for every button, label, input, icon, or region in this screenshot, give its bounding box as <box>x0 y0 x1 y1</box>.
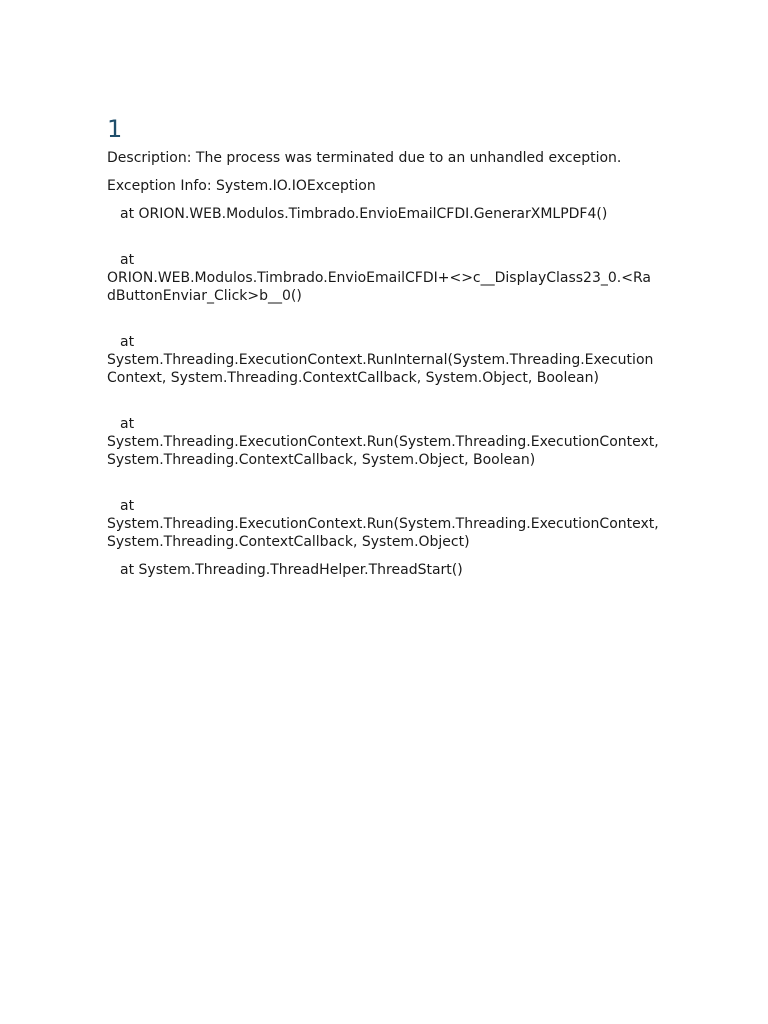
stack-frame-5 <box>107 479 664 551</box>
stack-frame-4-text <box>107 415 664 469</box>
document-page <box>107 113 664 589</box>
stack-frame-2-text <box>107 251 659 305</box>
description-text: Description: The process was terminated due to an unhandled exception. <box>107 150 622 166</box>
stack-frame-5-text-rest: System.Threading.ExecutionContext.Run(System.Threading.ExecutionContext, System.Threading.ContextCallback, System.Object) <box>107 516 664 550</box>
stack-frame-1: at ORION.WEB.Modulos.Timbrado.EnvioEmailCFDI.GenerarXMLPDF4() <box>120 206 608 222</box>
stack-frame-4 <box>107 397 664 469</box>
stack-frame-3 <box>107 315 659 387</box>
stack-frame-6: at System.Threading.ThreadHelper.ThreadStart() <box>120 562 463 578</box>
stack-frame-4-text-lead: at <box>120 416 135 432</box>
stack-frame-2-text-rest: ORION.WEB.Modulos.Timbrado.EnvioEmailCFDI+<>c__DisplayClass23_0.<RadButtonEnviar_Click>b__0() <box>107 270 651 304</box>
stack-frame-2 <box>107 233 659 305</box>
stack-frame-3-text <box>107 333 659 387</box>
exception-info-text: Exception Info: System.IO.IOException <box>107 178 376 194</box>
stack-frame-5-text <box>107 497 664 551</box>
stack-frame-4-text-rest: System.Threading.ExecutionContext.Run(System.Threading.ExecutionContext, System.Threading.ContextCallback, System.Object, Boolean) <box>107 434 664 468</box>
page-heading: 1 <box>107 115 123 143</box>
stack-frame-3-text-rest: System.Threading.ExecutionContext.RunInternal(System.Threading.ExecutionContext, System.Threading.ContextCallback, System.Object, Boolean) <box>107 352 654 386</box>
stack-frame-3-text-lead: at <box>120 334 135 350</box>
stack-frame-5-text-lead: at <box>120 498 135 514</box>
stack-frame-2-text-lead: at <box>120 252 135 268</box>
